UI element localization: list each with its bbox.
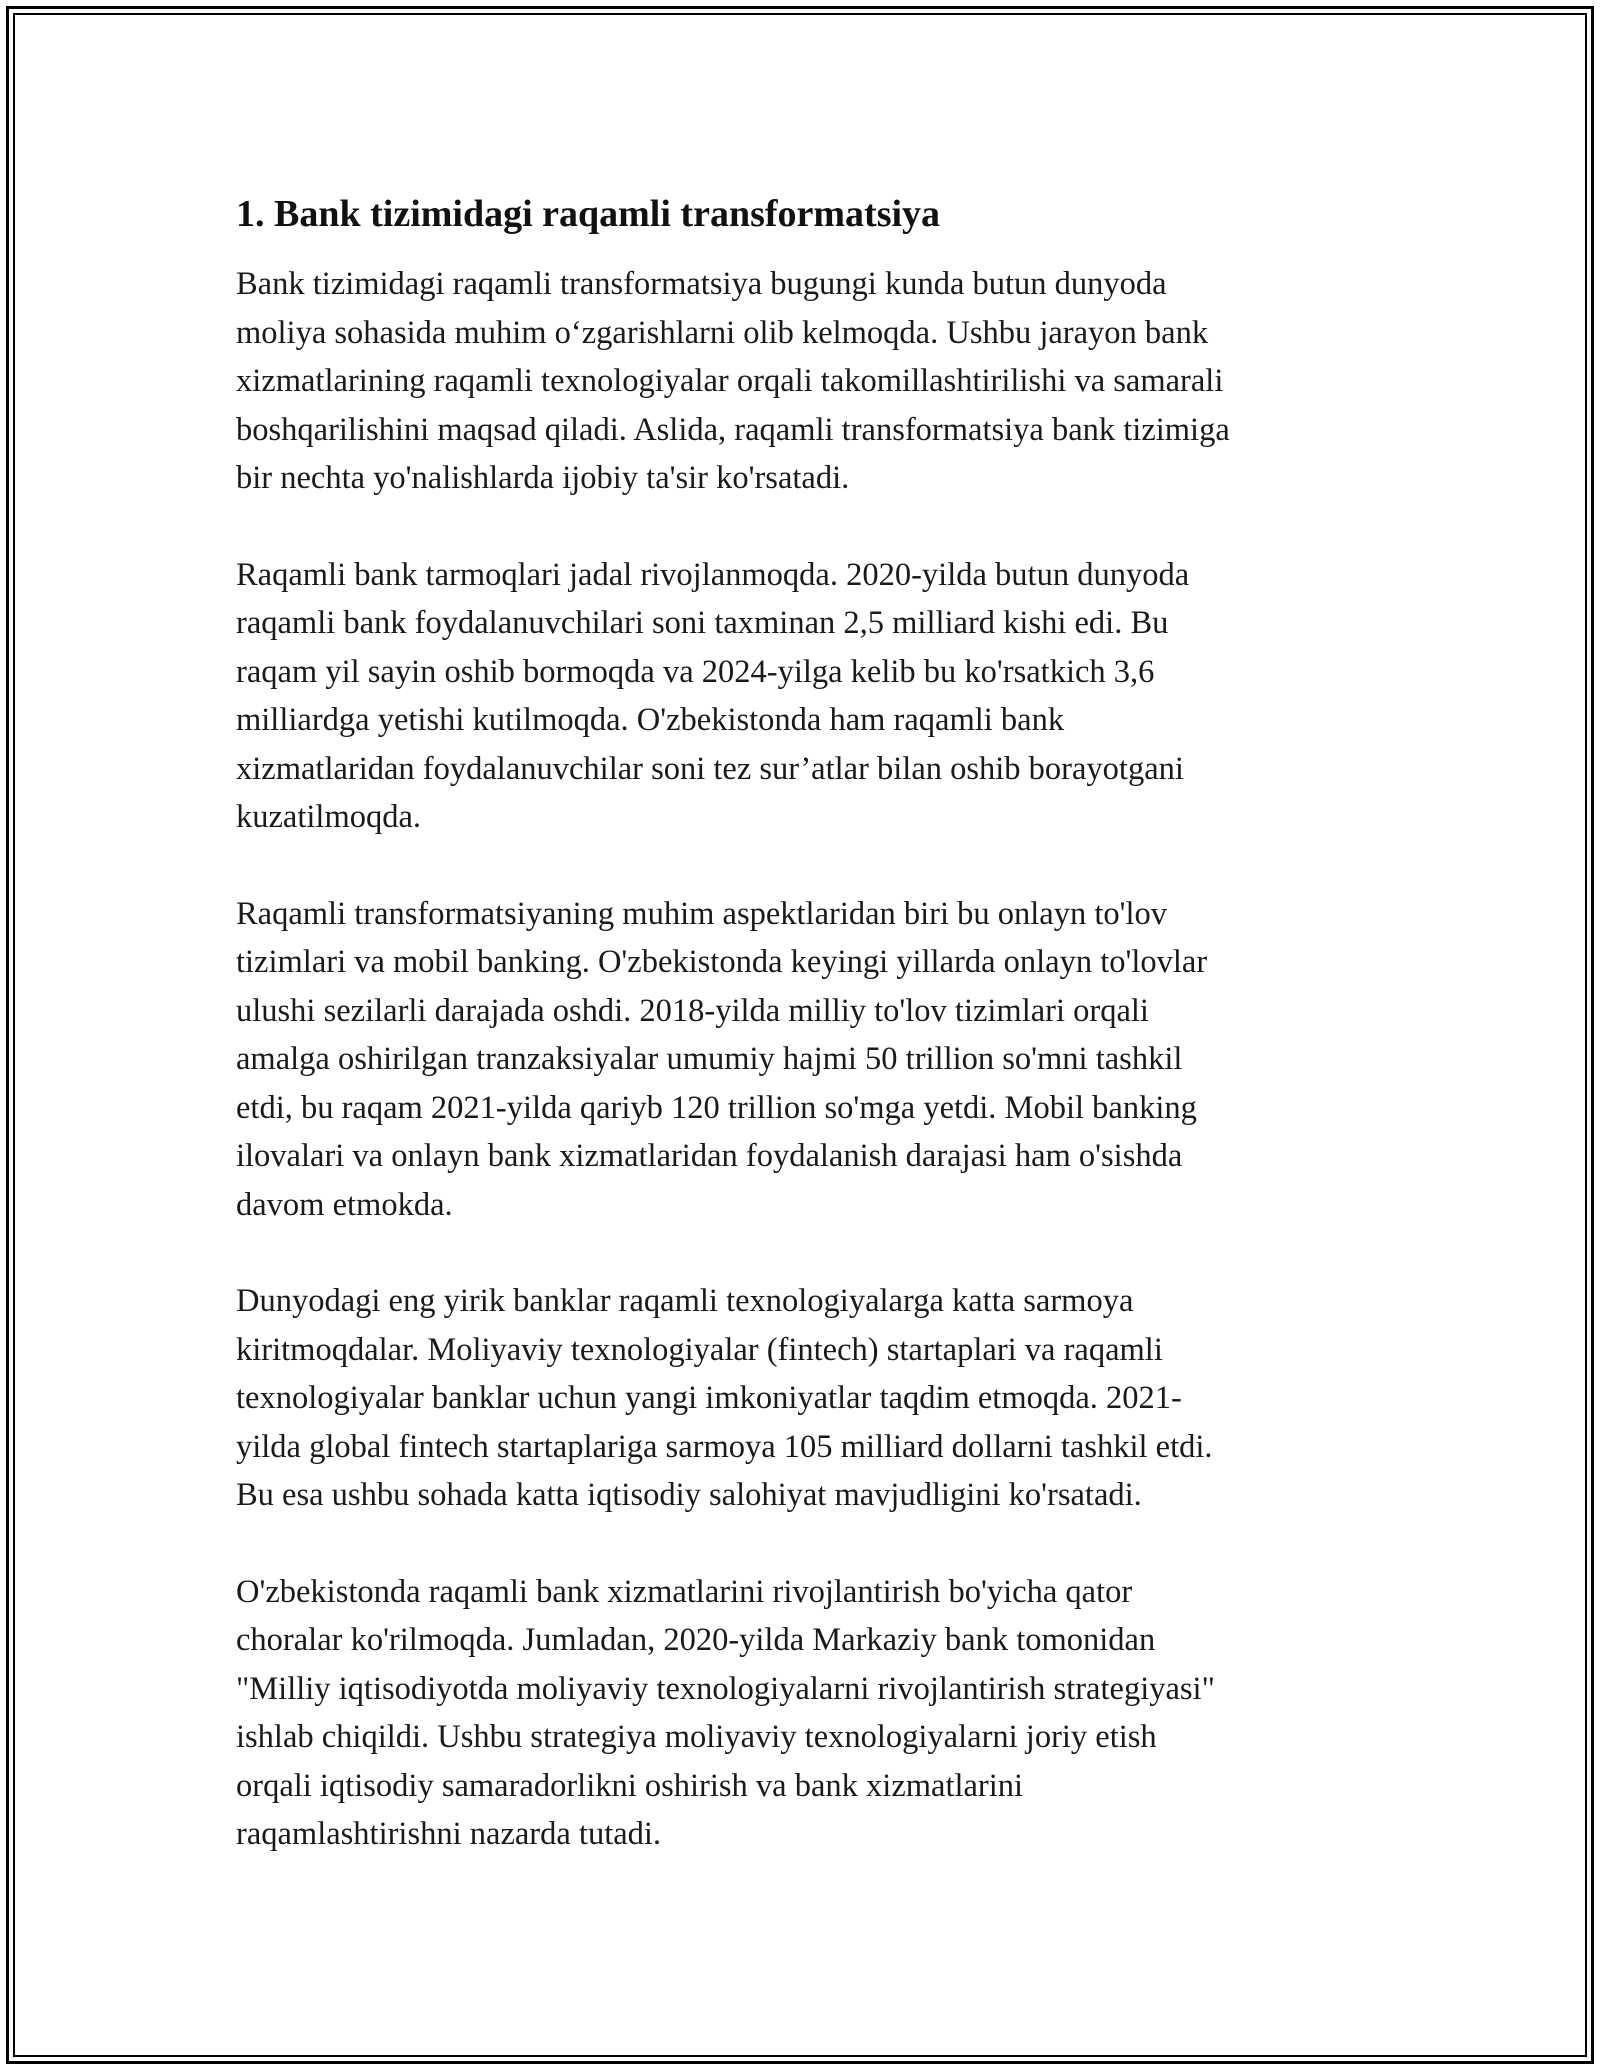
text-line: Dunyodagi eng yirik banklar raqamli texnologiyalarga katta sarmoya xyxy=(236,1283,1134,1319)
text-line: tizimlari va mobil banking. O'zbekistonda keyingi yillarda onlayn to'lovlar xyxy=(236,944,1208,980)
text-line: ulushi sezilarli darajada oshdi. 2018-yilda milliy to'lov tizimlari orqali xyxy=(236,992,1149,1029)
text-line: orqali iqtisodiy samaradorlikni oshirish va bank xizmatlarini xyxy=(236,1767,1024,1804)
section-heading: 1. Bank tizimidagi raqamli transformatsiya xyxy=(236,193,941,235)
paragraph-3 xyxy=(236,890,1376,1230)
text-line: xizmatlaridan foydalanuvchilar soni tez sur’atlar bilan oshib borayotgani xyxy=(236,750,1184,787)
text-line: davom etmokda. xyxy=(236,1186,453,1223)
text-line: texnologiyalar banklar uchun yangi imkoniyatlar taqdim etmoqda. 2021- xyxy=(236,1380,1182,1416)
text-line: ishlab chiqildi. Ushbu strategiya moliyaviy texnologiyalarni joriy etish xyxy=(236,1719,1157,1755)
paragraph-5 xyxy=(236,1568,1376,1859)
text-line: xizmatlarining raqamli texnologiyalar orqali takomillashtirilishi va samarali xyxy=(236,363,1224,399)
paragraph-1 xyxy=(236,260,1376,503)
text-line: amalga oshirilgan tranzaksiyalar umumiy hajmi 50 trillion so'mni tashkil xyxy=(236,1041,1183,1077)
document-body xyxy=(236,188,1376,1907)
text-line: moliya sohasida muhim o‘zgarishlarni olib kelmoqda. Ushbu jarayon bank xyxy=(236,314,1209,351)
text-line: etdi, bu raqam 2021-yilda qariyb 120 trillion so'mga yetdi. Mobil banking xyxy=(236,1089,1197,1126)
text-line: bir nechta yo'nalishlarda ijobiy ta'sir ko'rsatadi. xyxy=(236,460,850,496)
text-line: "Milliy iqtisodiyotda moliyaviy texnologiyalarni rivojlantirish strategiyasi" xyxy=(236,1670,1215,1707)
text-line: Bu esa ushbu sohada katta iqtisodiy salohiyat mavjudligini ko'rsatadi. xyxy=(236,1477,1142,1513)
paragraph-2 xyxy=(236,551,1376,842)
text-line: Raqamli transformatsiyaning muhim aspektlaridan biri bu onlayn to'lov xyxy=(236,895,1168,932)
text-line: Raqamli bank tarmoqlari jadal rivojlanmoqda. 2020-yilda butun dunyoda xyxy=(236,556,1190,593)
text-line: raqamlashtirishni nazarda tutadi. xyxy=(236,1816,662,1852)
text-line: kuzatilmoqda. xyxy=(236,799,422,835)
text-line: ilovalari va onlayn bank xizmatlaridan foydalanish darajasi ham o'sishda xyxy=(236,1138,1183,1174)
text-line: raqam yil sayin oshib bormoqda va 2024-yilga kelib bu ko'rsatkich 3,6 xyxy=(236,653,1155,690)
text-line: choralar ko'rilmoqda. Jumladan, 2020-yilda Markaziy bank tomonidan xyxy=(236,1622,1156,1658)
text-line: milliardga yetishi kutilmoqda. O'zbekistonda ham raqamli bank xyxy=(236,702,1065,738)
text-line: Bank tizimidagi raqamli transformatsiya bugungi kunda butun dunyoda xyxy=(236,266,1167,302)
text-line: boshqarilishini maqsad qiladi. Aslida, raqamli transformatsiya bank tizimiga xyxy=(236,411,1230,448)
text-line: O'zbekistonda raqamli bank xizmatlarini rivojlantirish bo'yicha qator xyxy=(236,1573,1133,1610)
paragraph-4 xyxy=(236,1277,1376,1520)
text-line: kiritmoqdalar. Moliyaviy texnologiyalar (fintech) startaplari va raqamli xyxy=(236,1331,1163,1368)
text-line: raqamli bank foydalanuvchilari soni taxminan 2,5 milliard kishi edi. Bu xyxy=(236,605,1169,641)
text-line: yilda global fintech startaplariga sarmoya 105 milliard dollarni tashkil etdi. xyxy=(236,1428,1213,1465)
